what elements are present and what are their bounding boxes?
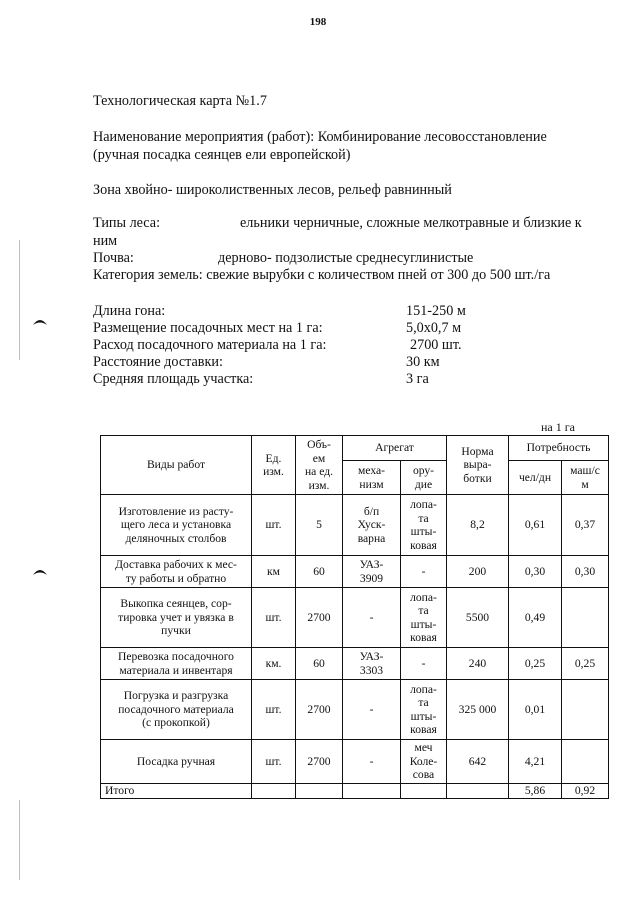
row-work-name: Выкопка сеянцев, сор- тировка учет и увязка в пучки <box>101 588 252 648</box>
row-machine-shifts <box>562 680 609 740</box>
table-row <box>101 648 609 680</box>
scan-edge-line <box>19 240 20 360</box>
row-tool: лопа- та шты- ковая <box>401 680 447 740</box>
row-man-days: 0,61 <box>509 495 562 556</box>
row-mechanism: - <box>343 680 401 740</box>
param-value: 30 км <box>406 354 440 370</box>
total-empty-cell <box>296 784 343 799</box>
total-row <box>101 784 609 799</box>
header-aggregate: Агрегат <box>343 436 447 461</box>
total-empty-cell <box>447 784 509 799</box>
row-machine-shifts: 0,37 <box>562 495 609 556</box>
row-mechanism: б/п Хуск- варна <box>343 495 401 556</box>
table-row <box>101 495 609 556</box>
row-tool: меч Коле- сова <box>401 740 447 784</box>
param-value: 2700 шт. <box>410 337 462 353</box>
param-label: Размещение посадочных мест на 1 га: <box>93 320 323 336</box>
row-work-name: Доставка рабочих к мес- ту работы и обратно <box>101 556 252 588</box>
total-label: Итого <box>101 784 252 799</box>
row-work-name: Изготовление из расту- щего леса и установка деляночных столбов <box>101 495 252 556</box>
row-machine-shifts: 0,30 <box>562 556 609 588</box>
row-norm: 642 <box>447 740 509 784</box>
zone-line: Зона хвойно- широколиственных лесов, рельеф равнинный <box>93 182 452 198</box>
row-machine-shifts <box>562 588 609 648</box>
row-tool: - <box>401 556 447 588</box>
total-empty-cell <box>252 784 296 799</box>
header-tool: ору- дие <box>401 461 447 495</box>
row-machine-shifts: 0,25 <box>562 648 609 680</box>
forest-types-continuation: ним <box>93 233 118 249</box>
param-value: 151-250 м <box>406 303 466 319</box>
row-volume: 2700 <box>296 588 343 648</box>
land-category: Категория земель: свежие вырубки с количеством пней от 300 до 500 шт./га <box>93 267 551 283</box>
per-hectare-note: на 1 га <box>541 420 575 434</box>
param-value: 5,0х0,7 м <box>406 320 462 336</box>
header-work-types: Виды работ <box>101 436 252 495</box>
row-work-name: Посадка ручная <box>101 740 252 784</box>
hole-punch-mark-icon <box>32 567 48 576</box>
table-row <box>101 680 609 740</box>
total-machine-shifts: 0,92 <box>562 784 609 799</box>
row-norm: 325 000 <box>447 680 509 740</box>
forest-types-value: ельники черничные, сложные мелкотравные и близкие к <box>240 215 582 231</box>
activity-line-1: Наименование мероприятия (работ): Комбинирование лесовосстановление <box>93 129 547 145</box>
work-table <box>100 435 609 799</box>
soil-value: дерново- подзолистые среднесуглинистые <box>218 250 474 266</box>
header-need: Потребность <box>509 436 609 461</box>
param-label: Средняя площадь участка: <box>93 371 254 387</box>
total-man-days: 5,86 <box>509 784 562 799</box>
row-unit: шт. <box>252 740 296 784</box>
header-volume: Объ- ем на ед. изм. <box>296 436 343 495</box>
header-man-days: чел/дн <box>509 461 562 495</box>
row-norm: 240 <box>447 648 509 680</box>
row-volume: 60 <box>296 556 343 588</box>
row-tool: лопа- та шты- ковая <box>401 588 447 648</box>
row-volume: 2700 <box>296 680 343 740</box>
header-mechanism: меха- низм <box>343 461 401 495</box>
row-mechanism: - <box>343 740 401 784</box>
row-man-days: 0,01 <box>509 680 562 740</box>
row-unit: км. <box>252 648 296 680</box>
row-mechanism: УАЗ- 3909 <box>343 556 401 588</box>
row-volume: 5 <box>296 495 343 556</box>
row-norm: 5500 <box>447 588 509 648</box>
row-tool: - <box>401 648 447 680</box>
row-unit: шт. <box>252 680 296 740</box>
header-unit: Ед. изм. <box>252 436 296 495</box>
row-work-name: Погрузка и разгрузка посадочного материала (с прокопкой) <box>101 680 252 740</box>
row-mechanism: - <box>343 588 401 648</box>
page-number: 198 <box>309 16 327 28</box>
card-title: Технологическая карта №1.7 <box>93 93 267 109</box>
row-man-days: 0,25 <box>509 648 562 680</box>
row-man-days: 0,49 <box>509 588 562 648</box>
forest-types-label: Типы леса: <box>93 215 161 231</box>
hole-punch-mark-icon <box>32 317 48 326</box>
total-empty-cell <box>401 784 447 799</box>
activity-line-2: (ручная посадка сеянцев ели европейской) <box>93 147 351 163</box>
soil-label: Почва: <box>93 250 134 266</box>
param-label: Длина гона: <box>93 303 166 319</box>
row-man-days: 4,21 <box>509 740 562 784</box>
row-man-days: 0,30 <box>509 556 562 588</box>
row-tool: лопа- та шты- ковая <box>401 495 447 556</box>
scan-edge-line <box>19 800 20 880</box>
header-norm: Норма выра- ботки <box>447 436 509 495</box>
table-row <box>101 740 609 784</box>
row-norm: 8,2 <box>447 495 509 556</box>
row-volume: 2700 <box>296 740 343 784</box>
row-unit: шт. <box>252 495 296 556</box>
param-label: Расход посадочного материала на 1 га: <box>93 337 327 353</box>
row-norm: 200 <box>447 556 509 588</box>
row-machine-shifts <box>562 740 609 784</box>
param-value: 3 га <box>406 371 429 387</box>
total-empty-cell <box>343 784 401 799</box>
row-volume: 60 <box>296 648 343 680</box>
row-unit: шт. <box>252 588 296 648</box>
table-row <box>101 556 609 588</box>
row-work-name: Перевозка посадочного материала и инвентаря <box>101 648 252 680</box>
header-machine-shifts: маш/с м <box>562 461 609 495</box>
table-row <box>101 588 609 648</box>
param-label: Расстояние доставки: <box>93 354 223 370</box>
row-unit: км <box>252 556 296 588</box>
row-mechanism: УАЗ- 3303 <box>343 648 401 680</box>
